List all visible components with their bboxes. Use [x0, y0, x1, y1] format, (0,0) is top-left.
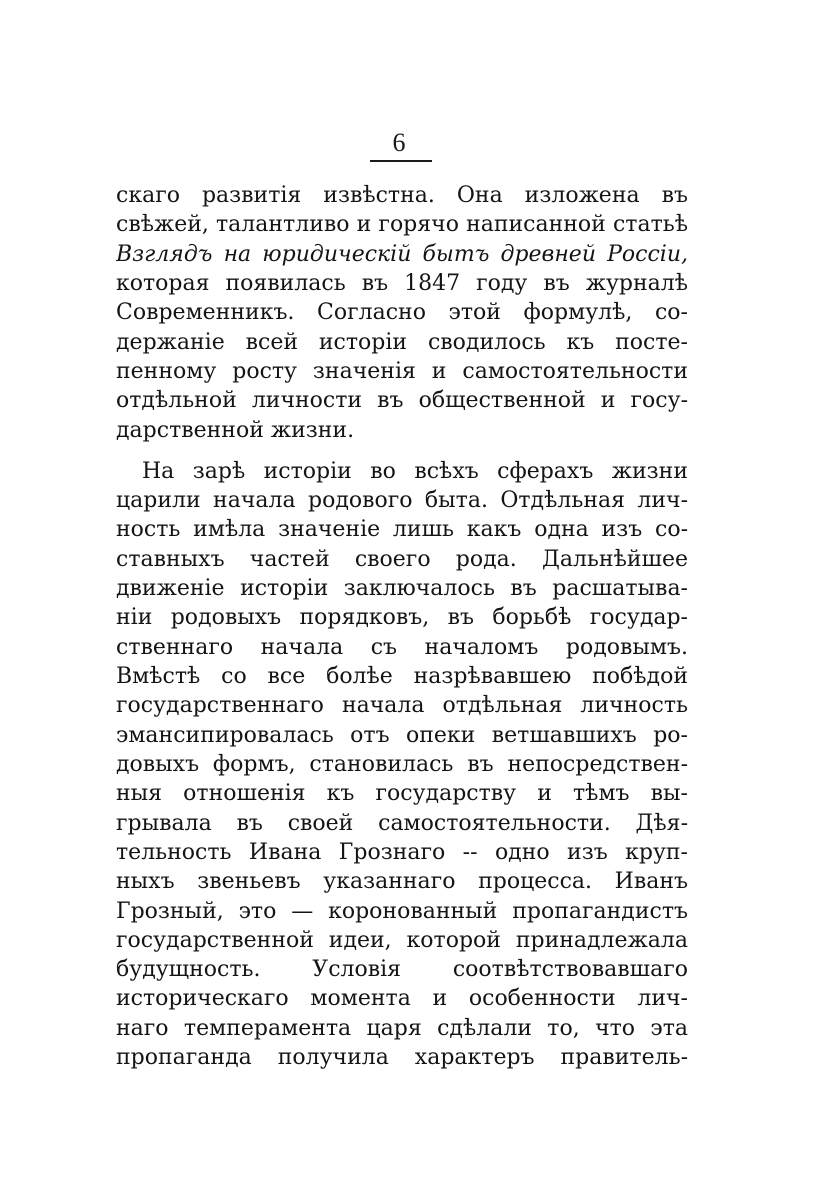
- text-line: довыхъ формъ, становилась въ непосредствен-: [116, 751, 688, 777]
- paragraph-2: [116, 457, 688, 1073]
- paragraph-1: [116, 181, 688, 445]
- article-title-line: Взглядъ на юридическій бытъ древней Россіи,: [116, 241, 688, 267]
- text-line: ніи родовыхъ порядковъ, въ борьбѣ государ-: [116, 605, 688, 631]
- text-line: ственнаго начала съ началомъ родовымъ.: [116, 634, 688, 660]
- text-line: дарственной жизни.: [116, 417, 355, 443]
- text-line: скаго развитія извѣстна. Она изложена въ: [116, 183, 688, 208]
- text-line: грывала въ своей самостоятельности. Дѣя-: [116, 810, 688, 836]
- text-line: эмансипировалась отъ опеки ветшавшихъ ро-: [116, 722, 688, 748]
- text-line: государственной идеи, которой принадлежала: [116, 927, 688, 953]
- text-line: Грозный, это — коронованный пропагандистъ: [116, 898, 688, 924]
- text-line: отдѣльной личности въ общественной и госу-: [116, 388, 688, 414]
- page-number: 6: [392, 128, 406, 157]
- page-number-rule: [370, 160, 432, 162]
- text-line: ныхъ звеньевъ указаннаго процесса. Иванъ: [116, 869, 688, 895]
- text-line: пенному росту значенія и самостоятельности: [116, 358, 688, 384]
- text-line: свѣжей, талантливо и горячо написанной статьѣ: [116, 212, 688, 238]
- text-line: пропаганда получила характеръ правитель-: [116, 1045, 688, 1071]
- text-line: историческаго момента и особенности лич-: [116, 986, 688, 1012]
- text-line: государственнаго начала отдѣльная личность: [116, 693, 688, 719]
- text-line: царили начала родового быта. Отдѣльная лич-: [116, 488, 688, 514]
- text-line: наго темперамента царя сдѣлали то, что эта: [116, 1015, 688, 1041]
- paragraph-gap: [116, 445, 688, 457]
- text-line: будущность. Условія соотвѣтствовавшаго: [116, 957, 688, 983]
- body-text: [116, 181, 688, 1072]
- text-line: ставныхъ частей своего рода. Дальнѣйшее: [116, 546, 688, 572]
- text-line: тельность Ивана Грознаго -- одно изъ круп-: [116, 839, 688, 865]
- text-line: держаніе всей исторіи сводилось къ посте-: [116, 329, 688, 355]
- text-line: ныя отношенія къ государству и тѣмъ вы-: [116, 781, 688, 807]
- text-line: Современникъ. Согласно этой формулѣ, со-: [116, 300, 688, 326]
- text-line: На зарѣ исторіи во всѣхъ сферахъ жизни: [142, 458, 688, 484]
- text-line: Вмѣстѣ со все болѣе назрѣвавшею побѣдой: [116, 664, 688, 689]
- text-line: которая появилась въ 1847 году въ журналѣ: [116, 270, 688, 296]
- text-line: ность имѣла значеніе лишь какъ одна изъ со-: [116, 517, 688, 543]
- text-line: движеніе исторіи заключалось въ расшатыва-: [116, 576, 688, 602]
